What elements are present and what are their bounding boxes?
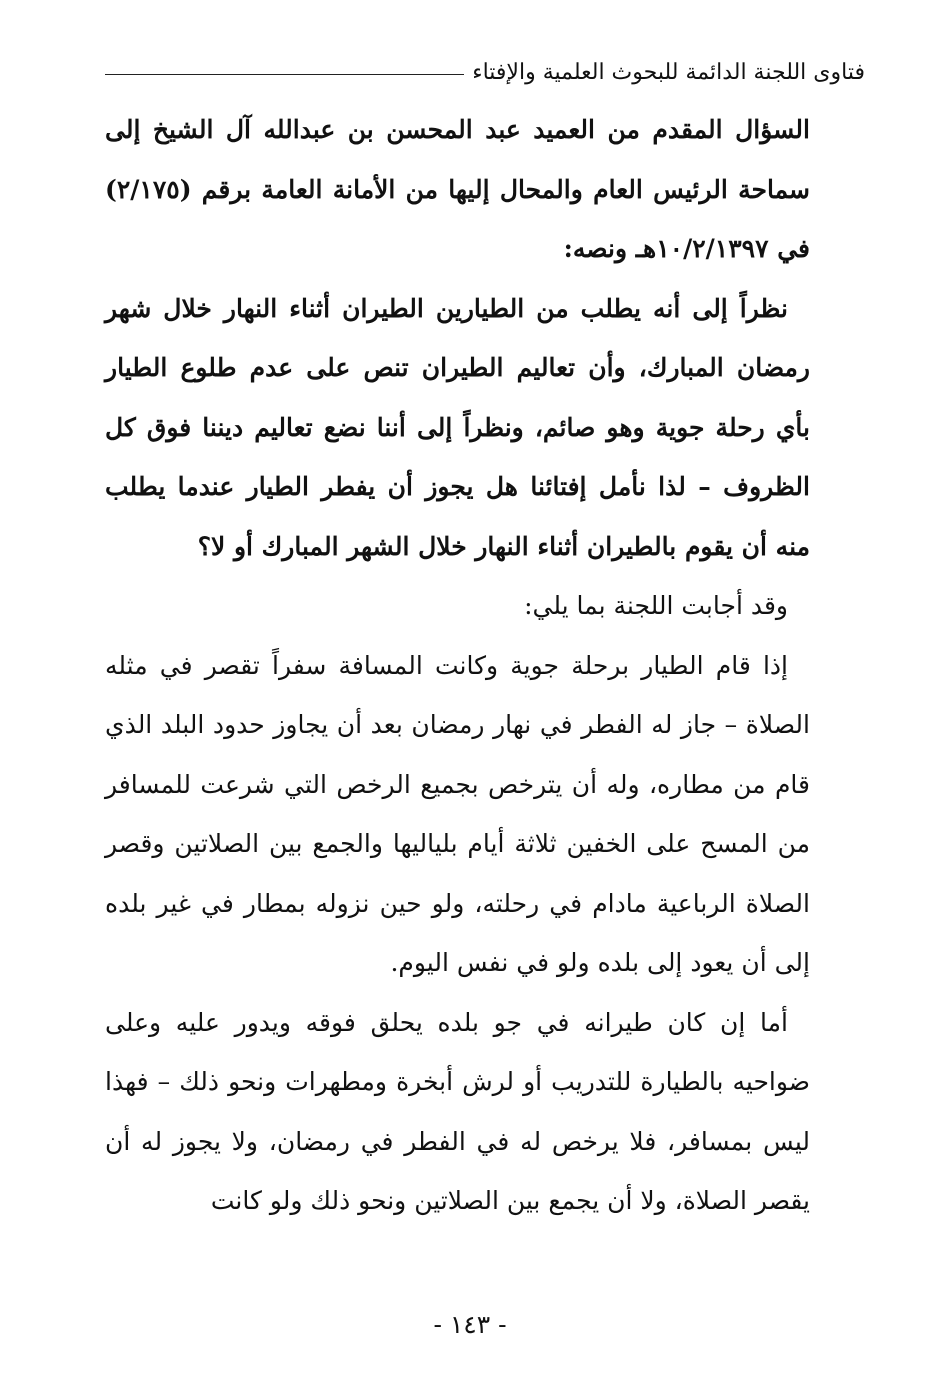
header-title: فتاوى اللجنة الدائمة للبحوث العلمية والإفتاء <box>472 59 865 85</box>
answer-intro-paragraph: وقد أجابت اللجنة بما يلي: <box>524 591 788 620</box>
page-number: - ١٤٣ - <box>433 1310 507 1339</box>
answer-paragraph-2: أما إن كان طيرانه في جو بلده يحلق فوقه ويدور عليه وعلى ضواحيه بالطيارة للتدريب أو لرش أبخرة ومطهرات ونحو ذلك – فهذا ليس بمسافر، فلا يرخص له في الفطر في رمضان، ولا يجوز له أن يقصر الصلاة، ولا أن يجمع بين الصلاتين ونحو ذلك ولو كانت <box>105 1007 810 1215</box>
body-text <box>105 100 810 1231</box>
question-intro-paragraph: السؤال المقدم من العميد عبد المحسن بن عبدالله آل الشيخ إلى سماحة الرئيس العام والمحال إليها من الأمانة العامة برقم (٢/١٧٥) في ١٠/٢/١٣٩٧هـ ونصه: <box>105 115 810 263</box>
header-rule <box>105 74 464 75</box>
question-text-paragraph: نظراً إلى أنه يطلب من الطيارين الطيران أثناء النهار خلال شهر رمضان المبارك، وأن تعاليم الطيران تنص على عدم طلوع الطيار بأي رحلة جوية وهو صائم، ونظراً إلى أننا نضع تعاليم ديننا فوق كل الظروف – لذا نأمل إفتائنا هل يجوز أن يفطر الطيار عندما يطلب منه أن يقوم بالطيران أثناء النهار خلال الشهر المبارك أو لا؟ <box>105 293 810 561</box>
answer-paragraph-1: إذا قام الطيار برحلة جوية وكانت المسافة سفراً تقصر في مثله الصلاة – جاز له الفطر في نهار رمضان بعد أن يجاوز حدود البلد الذي قام من مطاره، وله أن يترخص بجميع الرخص التي شرعت للمسافر من المسح على الخفين ثلاثة أيام بلياليها والجمع بين الصلاتين وقصر الصلاة الرباعية مادام في رحلته، ولو حين نزوله بمطار في غير بلده إلى أن يعود إلى بلده ولو في نفس اليوم. <box>105 650 810 977</box>
running-header <box>105 52 865 92</box>
